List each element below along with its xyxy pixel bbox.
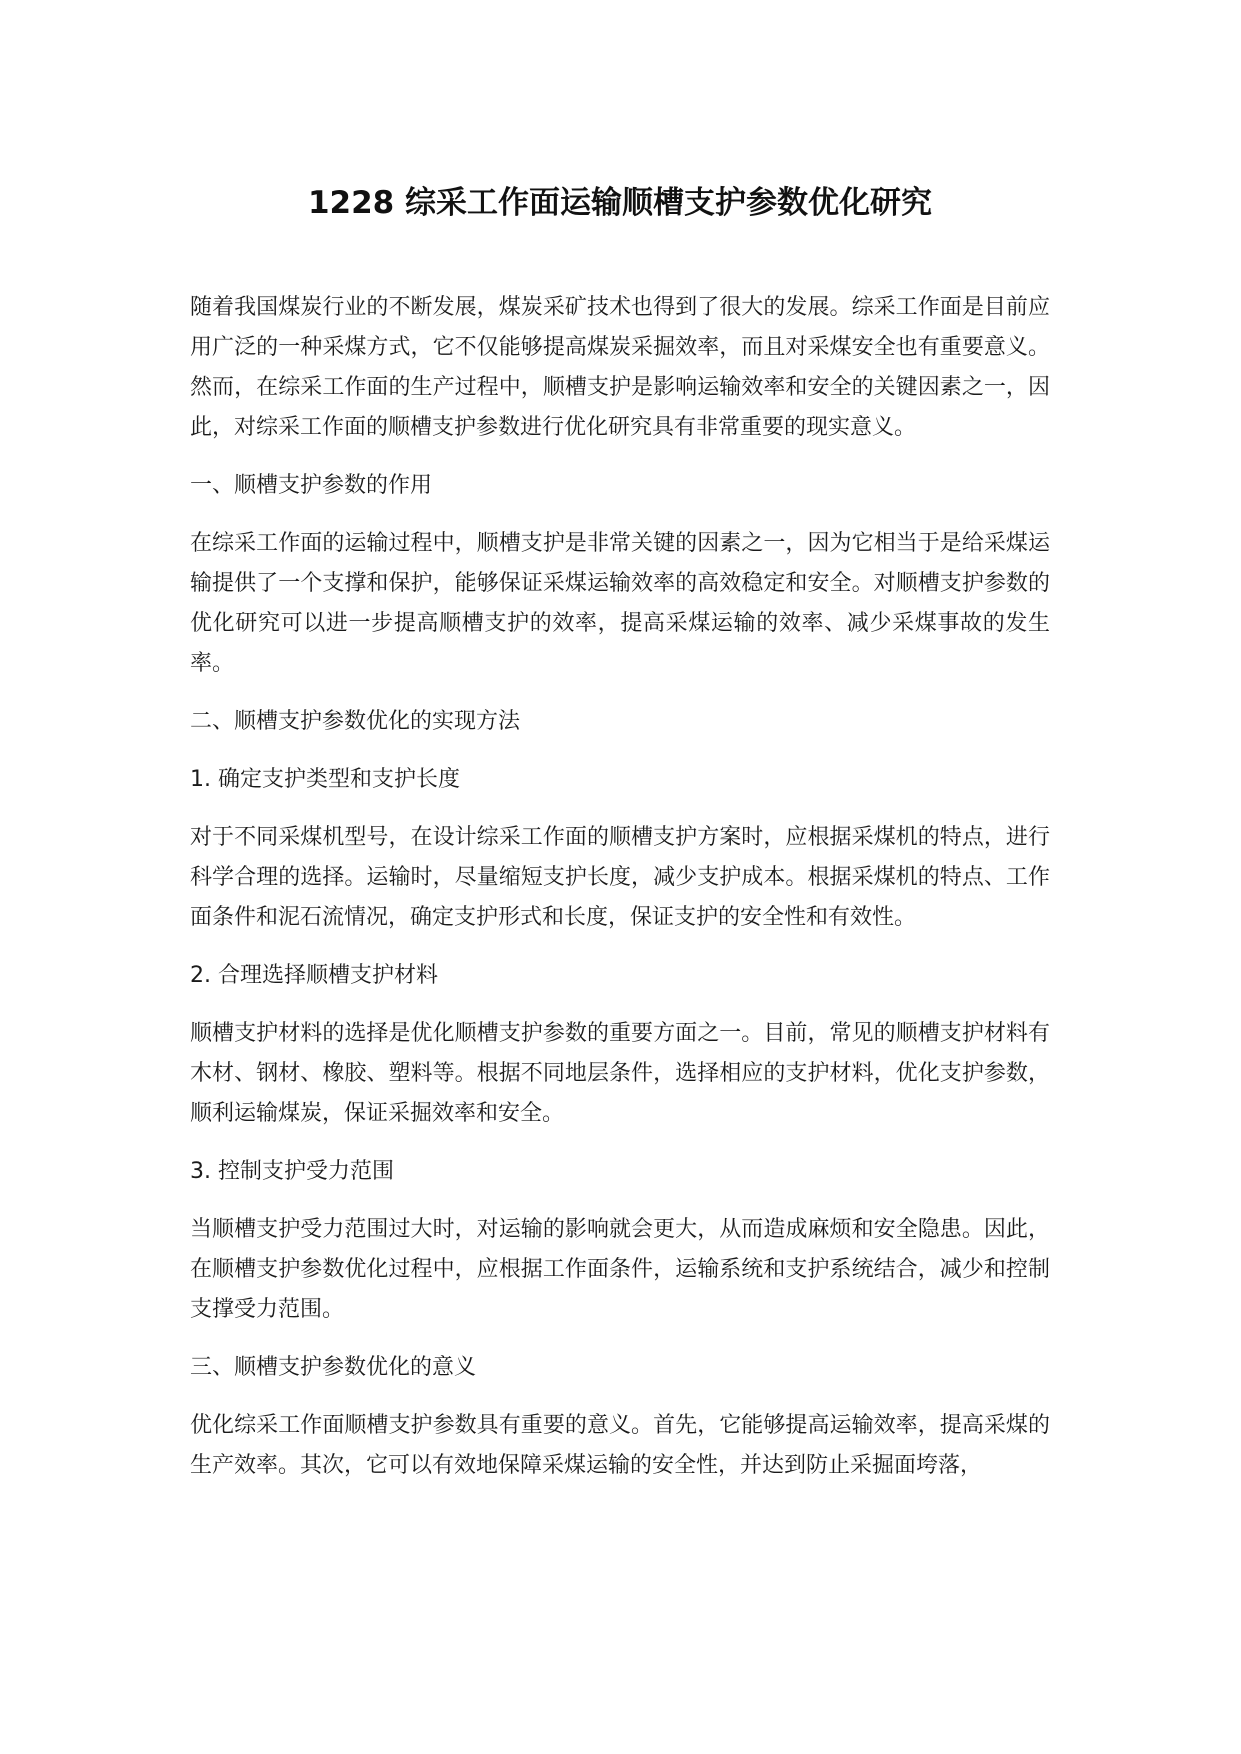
section-heading-2: 二、顺槽支护参数优化的实现方法 — [190, 709, 521, 734]
section-1-paragraph: 在综采工作面的运输过程中，顺槽支护是非常关键的因素之一，因为它相当于是给采煤运输提供了一个支撑和保护，能够保证采煤运输效率的高效稳定和安全。对顺槽支护参数的优化研究可以进一步提高顺槽支护的效率，提高采煤运输的效率、减少采煤事故的发生率。 — [190, 531, 1050, 676]
subsection-heading-2-1: 1. 确定支护类型和支护长度 — [190, 767, 460, 792]
subsection-heading-2-3: 3. 控制支护受力范围 — [190, 1159, 394, 1184]
section-heading-3: 三、顺槽支护参数优化的意义 — [190, 1355, 477, 1380]
subsection-heading-2-2: 2. 合理选择顺槽支护材料 — [190, 963, 438, 988]
subsection-2-2-paragraph: 顺槽支护材料的选择是优化顺槽支护参数的重要方面之一。目前，常见的顺槽支护材料有木材、钢材、橡胶、塑料等。根据不同地层条件，选择相应的支护材料，优化支护参数，顺利运输煤炭，保证采掘效率和安全。 — [190, 1021, 1050, 1126]
subsection-2-1-paragraph: 对于不同采煤机型号，在设计综采工作面的顺槽支护方案时，应根据采煤机的特点，进行科学合理的选择。运输时，尽量缩短支护长度，减少支护成本。根据采煤机的特点、工作面条件和泥石流情况，确定支护形式和长度，保证支护的安全性和有效性。 — [190, 825, 1050, 930]
section-heading-1: 一、顺槽支护参数的作用 — [190, 473, 433, 498]
intro-paragraph: 随着我国煤炭行业的不断发展，煤炭采矿技术也得到了很大的发展。综采工作面是目前应用广泛的一种采煤方式，它不仅能够提高煤炭采掘效率，而且对采煤安全也有重要意义。然而，在综采工作面的生产过程中，顺槽支护是影响运输效率和安全的关键因素之一，因此，对综采工作面的顺槽支护参数进行优化研究具有非常重要的现实意义。 — [190, 295, 1050, 440]
document-body — [190, 170, 1050, 1504]
section-3-paragraph: 优化综采工作面顺槽支护参数具有重要的意义。首先，它能够提高运输效率，提高采煤的生产效率。其次，它可以有效地保障采煤运输的安全性，并达到防止采掘面垮落， — [190, 1413, 1050, 1478]
subsection-2-3-paragraph: 当顺槽支护受力范围过大时，对运输的影响就会更大，从而造成麻烦和安全隐患。因此，在顺槽支护参数优化过程中，应根据工作面条件，运输系统和支护系统结合，减少和控制支撑受力范围。 — [190, 1217, 1050, 1322]
document-title: 1228 综采工作面运输顺槽支护参数优化研究 — [307, 185, 933, 221]
